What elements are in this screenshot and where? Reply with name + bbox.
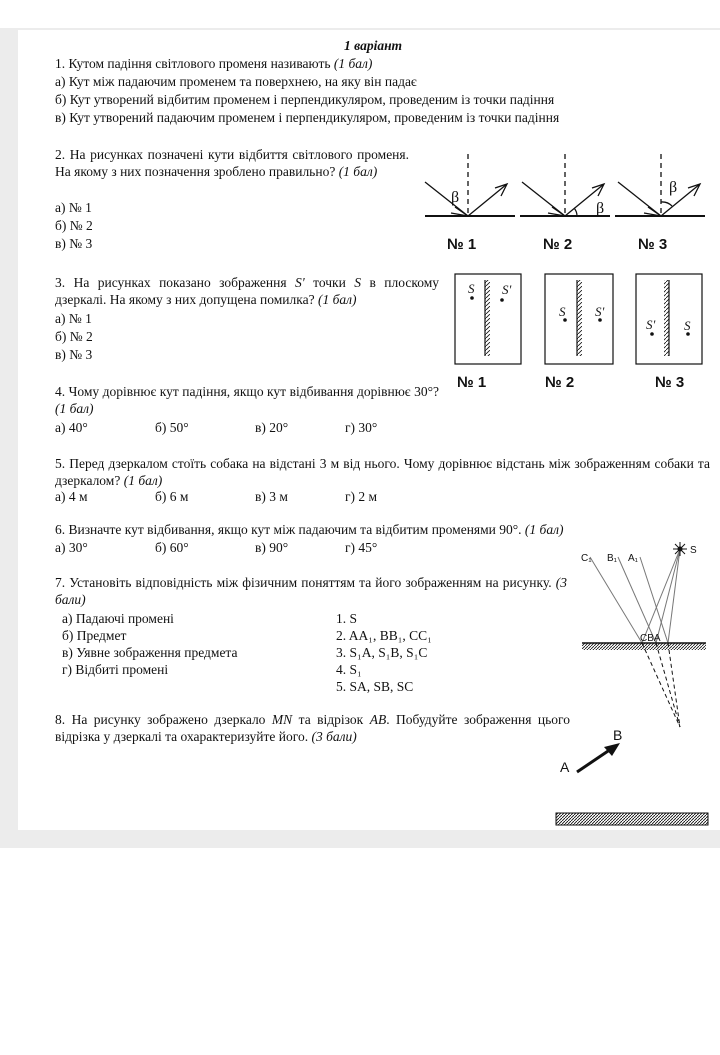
- q8-question: 8. На рисунку зображено дзеркало MN та відрізок AB. Побудуйте зображення цього відрізка у дзеркалі та охарактеризуйте його. (3 бали): [55, 712, 570, 744]
- q7-fig-b1: B₁: [607, 553, 618, 564]
- q1-option-c: в) Кут утворений падаючим променем і перпендикуляром, проведеним із точки падіння: [55, 110, 560, 125]
- q7-question: 7. Установіть відповідність між фізичним поняттям та його зображенням на рисунку. (3 бали): [55, 575, 567, 607]
- q2-figure: [415, 150, 715, 225]
- q4-option-a: а) 40°: [55, 420, 88, 435]
- q8-label-b: B: [613, 727, 623, 743]
- q5-option-a: а) 4 м: [55, 489, 88, 504]
- q1-option-a: а) Кут між падаючим променем та поверхнею, на яку він падає: [55, 74, 417, 89]
- q3-option-a: а) № 1: [55, 311, 92, 326]
- q5-option-b: б) 6 м: [155, 489, 189, 504]
- q8-figure: [550, 725, 715, 830]
- q4-question: 4. Чому дорівнює кут падіння, якщо кут відбивання дорівнює 30°? (1 бал): [55, 384, 439, 416]
- q2-question: 2. На рисунках позначені кути відбиття світлового променя. На якому з них позначення зроблено правильно? (1 бал): [55, 147, 409, 179]
- q4-option-b: б) 50°: [155, 420, 189, 435]
- q2-option-a: а) № 1: [55, 200, 92, 215]
- q7-left-b: б) Предмет: [62, 628, 127, 643]
- q7-fig-c1: C₁: [581, 553, 592, 564]
- q7-left-a: а) Падаючі промені: [62, 611, 174, 626]
- q7-figure: [570, 535, 710, 735]
- q6-option-a: а) 30°: [55, 540, 88, 555]
- q6-option-d: г) 45°: [345, 540, 378, 555]
- q3-figure: [450, 270, 710, 370]
- q5-question: 5. Перед дзеркалом стоїть собака на відстані 3 м від нього. Чому дорівнює відстань між зображенням собаки та дзеркалом? (1 бал): [55, 456, 710, 488]
- q7-fig-a1: A₁: [628, 553, 639, 564]
- q4-option-c: в) 20°: [255, 420, 289, 435]
- q1-option-b: б) Кут утворений відбитим променем і перпендикуляром, проведеним із точки падіння: [55, 92, 555, 107]
- q3-option-b: б) № 2: [55, 329, 93, 344]
- q3-option-c: в) № 3: [55, 347, 93, 362]
- q2-option-c: в) № 3: [55, 236, 93, 251]
- q7-right-3: 3. S₁A, S₁B, S₁C: [336, 645, 428, 660]
- q2-beta-3: β: [669, 179, 678, 196]
- q2-fig-label-2: № 2: [543, 236, 573, 253]
- q7-left-c: в) Уявне зображення предмета: [62, 645, 238, 660]
- q7-right-1: 1. S: [336, 611, 358, 626]
- q6-question: 6. Визначте кут відбивання, якщо кут між падаючим та відбитим променями 90°. (1 бал): [55, 522, 564, 537]
- q6-option-b: б) 60°: [155, 540, 189, 555]
- q7-right-4: 4. S₁: [336, 662, 362, 677]
- q2-option-b: б) № 2: [55, 218, 93, 233]
- q7-left-d: г) Відбиті промені: [62, 662, 169, 677]
- q3-fig3-s-prime: S': [646, 317, 656, 332]
- q7-right-2: 2. AA₁, BB₁, CC₁: [336, 628, 432, 643]
- q3-fig1-s: S: [468, 281, 475, 296]
- q7-fig-cba: CBA: [640, 633, 661, 644]
- q8-label-a: A: [560, 759, 570, 775]
- q1-question: 1. Кутом падіння світлового променя називають (1 бал): [55, 56, 373, 71]
- q4-option-d: г) 30°: [345, 420, 378, 435]
- q3-fig-label-2: № 2: [545, 374, 575, 391]
- q3-fig-label-1: № 1: [457, 374, 487, 391]
- q3-fig3-s: S: [684, 318, 691, 333]
- q3-fig-label-3: № 3: [655, 374, 685, 391]
- q3-fig2-s-prime: S': [595, 304, 605, 319]
- q3-question: 3. На рисунках показано зображення S' точки S в плоскому дзеркалі. На якому з них допущена помилка? (1 бал): [55, 275, 440, 307]
- q7-right-5: 5. SA, SB, SC: [336, 679, 414, 694]
- q6-option-c: в) 90°: [255, 540, 289, 555]
- q3-fig1-s-prime: S': [502, 282, 512, 297]
- q2-fig-label-1: № 1: [447, 236, 477, 253]
- q3-fig2-s: S: [559, 304, 566, 319]
- q2-beta-2: β: [596, 200, 605, 217]
- q7-fig-s: S: [690, 545, 697, 556]
- q5-option-d: г) 2 м: [345, 489, 378, 504]
- q2-fig-label-3: № 3: [638, 236, 668, 253]
- variant-title: 1 варіант: [344, 38, 403, 53]
- q2-beta-1: β: [451, 189, 460, 206]
- q5-option-c: в) 3 м: [255, 489, 288, 504]
